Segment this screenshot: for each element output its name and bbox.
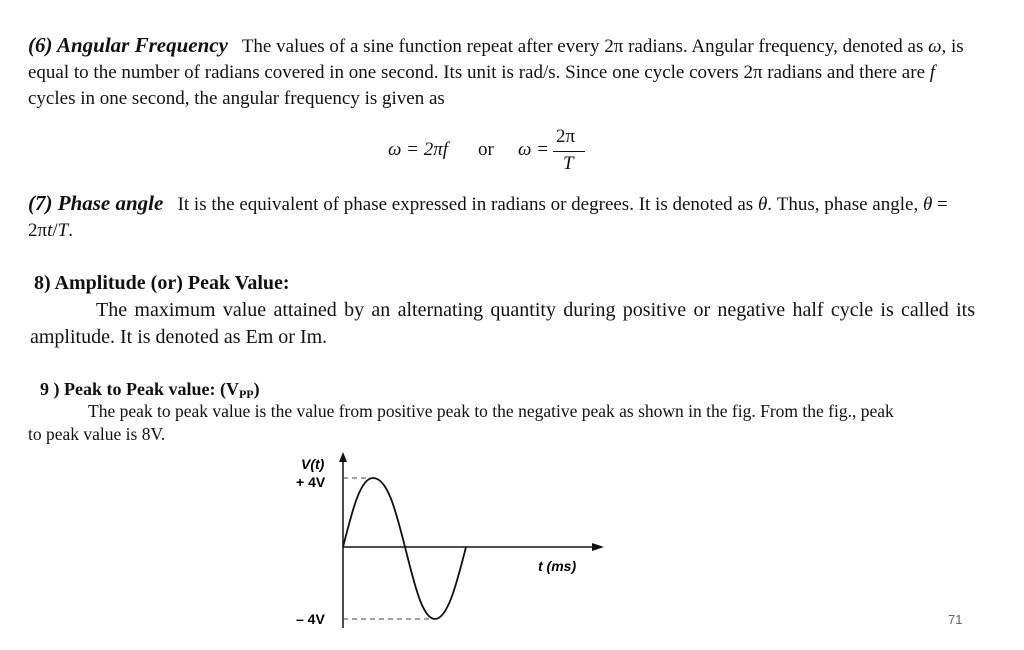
- sine-wave: [343, 478, 466, 619]
- f-symbol: f: [929, 62, 936, 83]
- negative-peak-label: – 4V: [296, 611, 325, 627]
- phase-formula-slash: /: [52, 220, 58, 241]
- phase-angle-text-a: It is the equivalent of phase expressed in radians or degrees. It is denoted as: [177, 194, 758, 215]
- equation-numerator: 2π: [556, 126, 576, 147]
- y-axis-arrow-icon: [339, 452, 347, 462]
- angular-frequency-text-c: cycles in one second, the angular frequency is given as: [28, 88, 445, 109]
- page-number: 71: [948, 612, 963, 627]
- equation-denominator: T: [563, 153, 574, 174]
- angular-frequency-text-b: , is equal to the number of radians covered in one second. Its unit is rad/s. Since one cycle covers 2π radians and there are: [28, 36, 964, 83]
- heading-phase-angle: (7) Phase angle: [28, 191, 164, 215]
- x-axis-arrow-icon: [592, 543, 604, 551]
- heading-amplitude: 8) Amplitude (or) Peak Value:: [34, 272, 290, 294]
- positive-peak-label: + 4V: [296, 474, 326, 490]
- heading-peak-to-peak: 9 ) Peak to Peak value: (VPP): [40, 379, 260, 401]
- peak-to-peak-text: The peak to peak value is the value from positive peak to the negative peak as shown in the fig. From the fig., peak to peak value is 8V.: [28, 401, 894, 444]
- heading-angular-frequency: (6) Angular Frequency: [28, 33, 228, 57]
- phase-angle-text-b: . Thus, phase angle,: [767, 194, 923, 215]
- y-axis-label: V(t): [301, 456, 325, 472]
- x-axis-label: t (ms): [538, 558, 577, 574]
- amplitude-text: The maximum value attained by an alternating quantity during positive or negative half cycle is called its amplitude. It is denoted as Em or Im.: [30, 299, 975, 348]
- phase-formula-end: .: [68, 220, 73, 241]
- equation-or: or: [478, 139, 494, 160]
- theta-symbol: θ: [757, 194, 768, 215]
- phase-formula-mid: = 2π: [28, 194, 948, 241]
- phase-formula-theta: θ: [922, 194, 933, 215]
- angular-frequency-text-a: The values of a sine function repeat after every 2π radians. Angular frequency, denoted as: [241, 36, 929, 57]
- phase-formula-T: T: [57, 220, 69, 241]
- phase-formula-t: t: [47, 220, 53, 241]
- equation-lhs2: ω =: [518, 139, 549, 160]
- equation-lhs: ω = 2πf: [388, 139, 449, 160]
- omega-symbol: ω: [928, 36, 942, 57]
